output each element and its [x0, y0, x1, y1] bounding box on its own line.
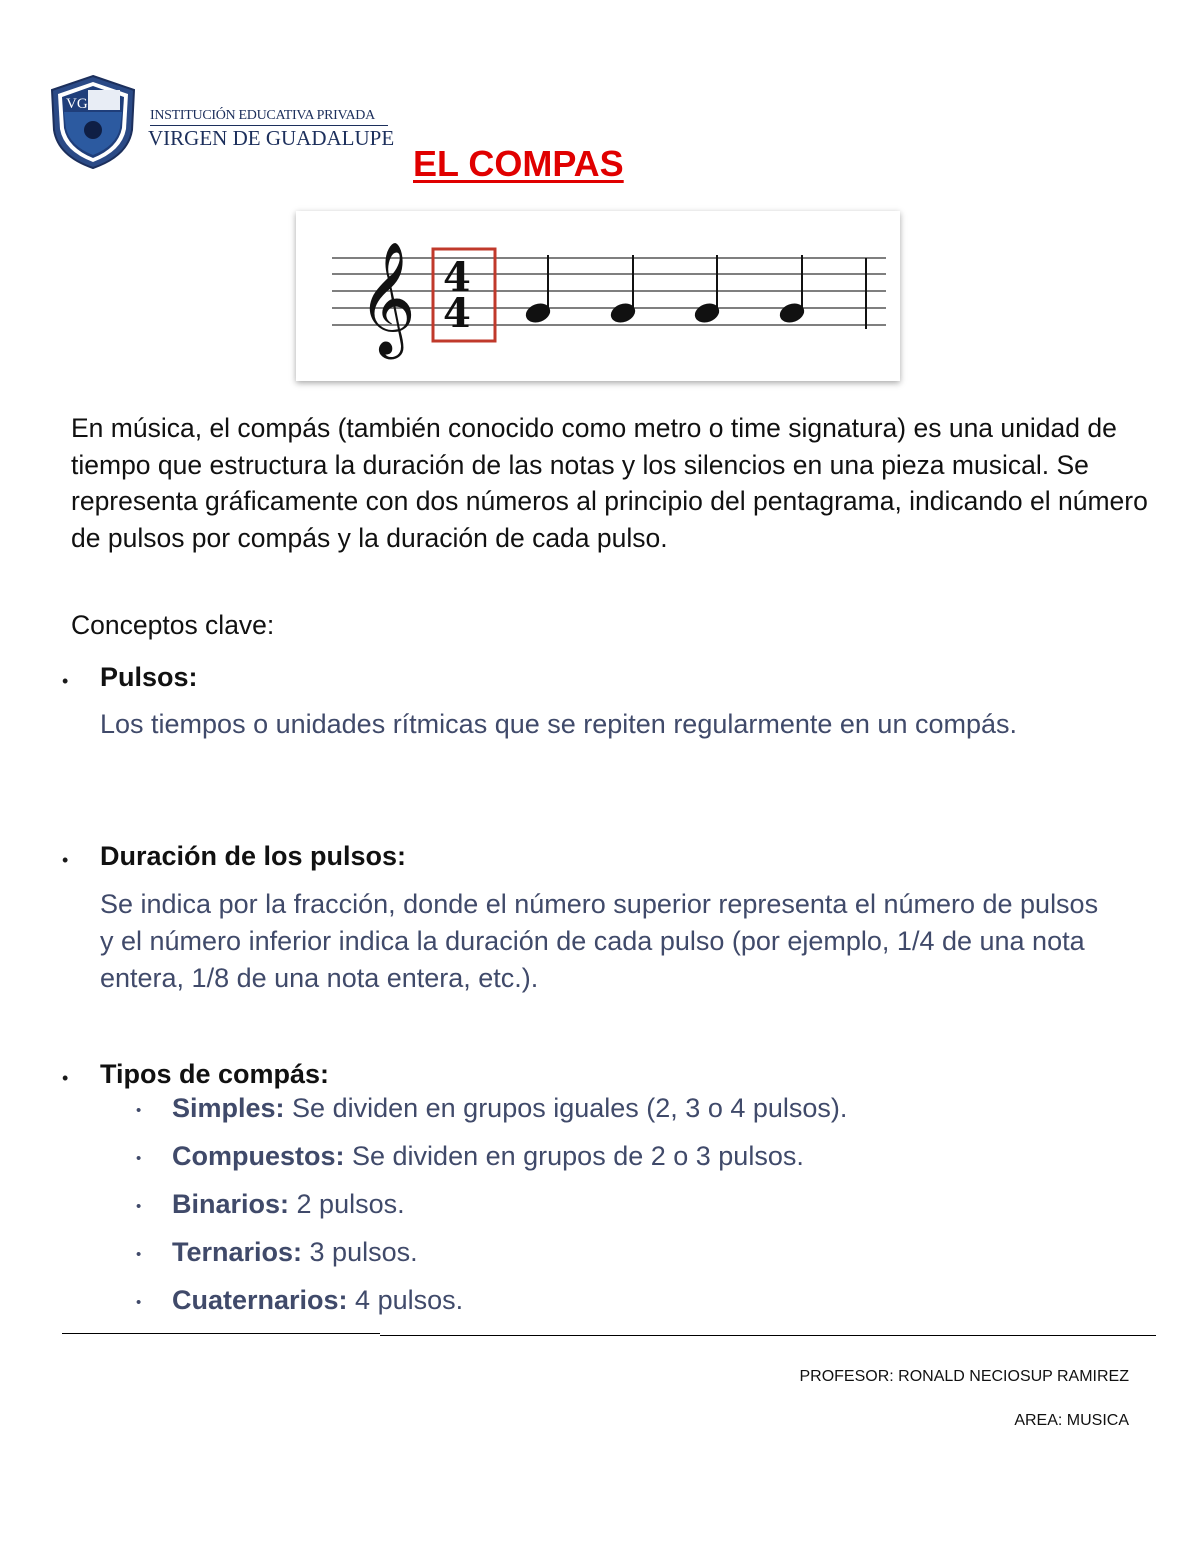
- footer-divider: [62, 1333, 380, 1334]
- bullet-description-pulsos: Los tiempos o unidades rítmicas que se repiten regularmente en un compás.: [100, 709, 1018, 739]
- time-signature-figure: [296, 211, 900, 381]
- time-signature-bottom: 4: [443, 290, 471, 337]
- sub-bullet-icon: •: [136, 1150, 142, 1167]
- sub-item-cuaternarios: Cuaternarios: 4 pulsos.: [172, 1285, 464, 1315]
- sub-bullet-icon: •: [136, 1198, 142, 1215]
- quarter-notes: [524, 255, 806, 325]
- footer-area: AREA: MUSICA: [1014, 1412, 1129, 1429]
- svg-text:VG: VG: [66, 96, 88, 112]
- sub-item-binarios: Binarios: 2 pulsos.: [172, 1189, 405, 1219]
- footer-professor: PROFESOR: RONALD NECIOSUP RAMIREZ: [799, 1368, 1129, 1385]
- document-title: EL COMPAS: [413, 143, 624, 184]
- sub-bullet-icon: •: [136, 1294, 142, 1311]
- treble-clef-icon: 𝄞: [358, 241, 416, 355]
- footer-divider: [380, 1335, 1156, 1336]
- bullet-title-duracion: Duración de los pulsos:: [100, 841, 407, 871]
- sub-bullet-icon: •: [136, 1246, 142, 1263]
- bullet-title-tipos: Tipos de compás:: [100, 1059, 330, 1089]
- bullet-icon: •: [62, 671, 69, 691]
- bullet-description-duracion: Se indica por la fracción, donde el número superior representa el número de pulsos y el número inferior indica la duración de cada pulso (por ejemplo, 1/4 de una nota entera, 1/8 de una nota entera, etc.).: [100, 889, 1099, 993]
- sub-item-ternarios: Ternarios: 3 pulsos.: [172, 1237, 418, 1267]
- sub-item-compuestos: Compuestos: Se dividen en grupos de 2 o 3 pulsos.: [172, 1141, 804, 1171]
- institution-name: VIRGEN DE GUADALUPE: [148, 126, 395, 150]
- bullet-icon: •: [62, 850, 69, 870]
- school-logo: [48, 74, 138, 170]
- intro-paragraph: En música, el compás (también conocido como metro o time signatura) es una unidad de tiempo que estructura la duración de las notas y los silencios en una pieza musical. Se representa gráficamente con dos números al principio del pentagrama, indicando el número de pulsos por compás y la duración de cada pulso.: [71, 413, 1148, 553]
- institution-type: INSTITUCIÓN EDUCATIVA PRIVADA: [150, 108, 375, 123]
- time-signature-top: 4: [443, 254, 471, 301]
- sub-item-simples: Simples: Se dividen en grupos iguales (2, 3 o 4 pulsos).: [172, 1093, 848, 1123]
- bullet-title-pulsos: Pulsos:: [100, 662, 198, 692]
- bullet-icon: •: [62, 1068, 69, 1088]
- sub-bullet-icon: •: [136, 1102, 142, 1119]
- concepts-label: Conceptos clave:: [71, 610, 275, 640]
